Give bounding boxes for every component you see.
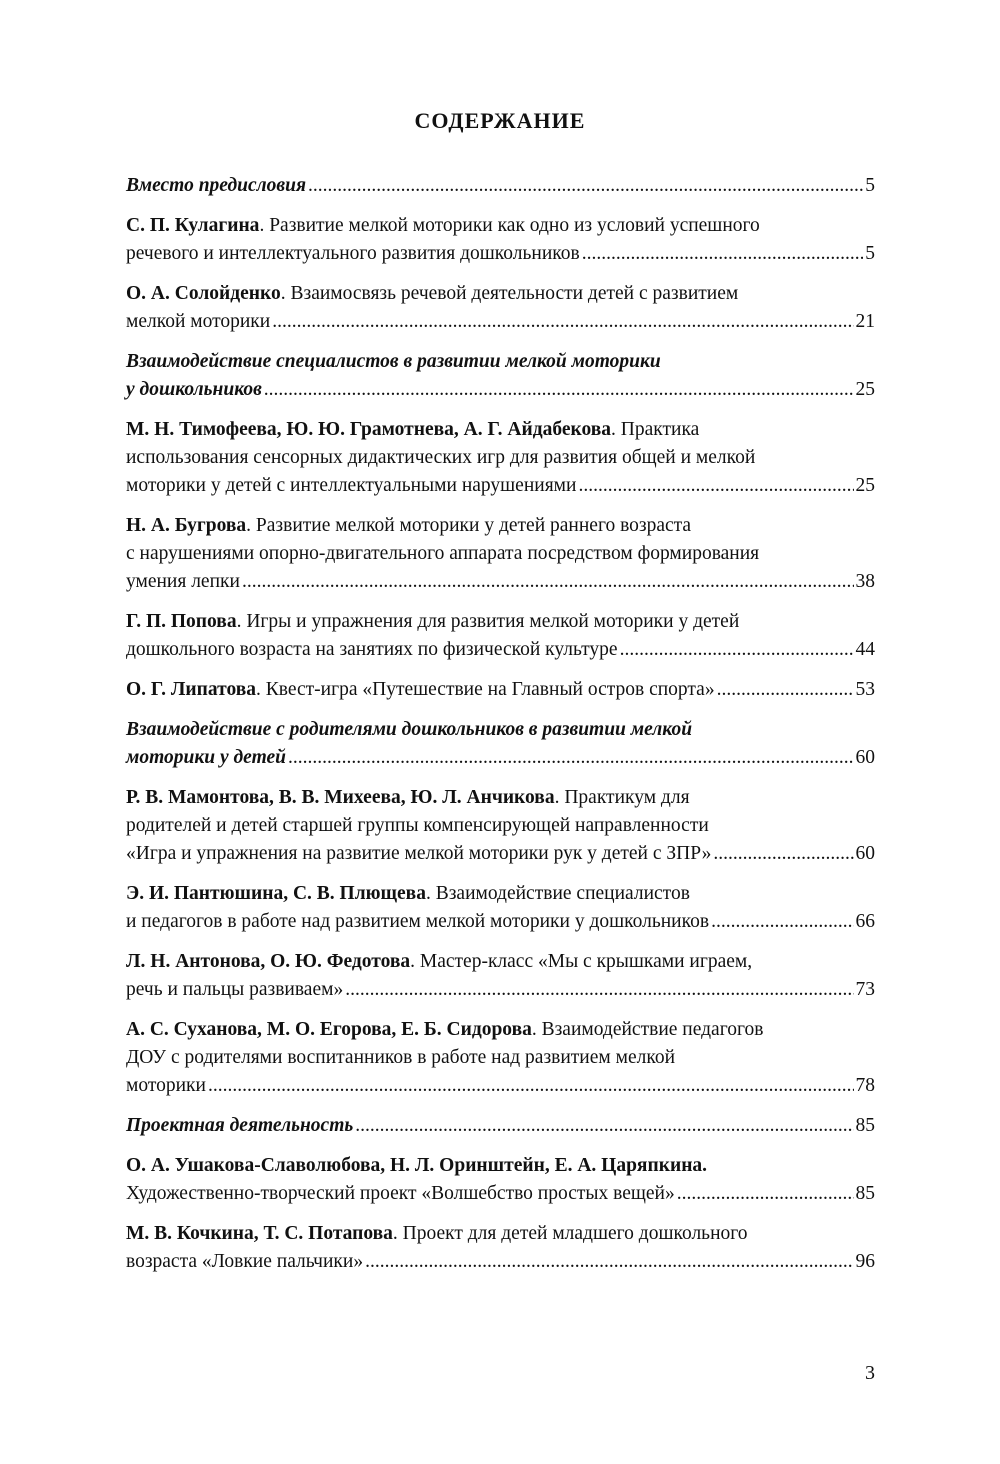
dot-leader [582,240,864,268]
entry-title-text: с нарушениями опорно-двигательного аппарата посредством формирования [126,543,760,564]
entry-title-text: . Развитие мелкой моторики как одно из условий успешного [259,215,760,236]
entry-last-line [126,976,875,1004]
entry-author: Н. А. Бугрова [126,515,247,536]
entry-last-line [126,1072,875,1100]
entry-author: Э. И. Пантюшина, С. В. Плющева [126,883,426,904]
entry-last-line [126,676,875,704]
entry-page-number: 85 [855,1115,875,1136]
entry-title-text: моторики [126,1075,206,1096]
entry-text [126,568,240,596]
toc-entry[interactable] [126,880,875,936]
entry-title-text: речь и пальцы развиваем» [126,979,344,1000]
page-title: СОДЕРЖАНИЕ [414,108,586,133]
entry-line [126,540,875,568]
entry-title-text: Художественно-творческий проект «Волшебство простых вещей» [126,1183,675,1204]
entry-line [126,880,875,908]
entry-title-text: . Практикум для [554,787,690,808]
entry-text [126,1112,353,1140]
dot-leader [711,908,853,936]
toc-entry[interactable] [126,1152,875,1208]
entry-last-line [126,240,875,268]
entry-author: моторики у детей [126,747,286,768]
toc-section-heading[interactable] [126,716,875,772]
entry-title-text: . Мастер-класс «Мы с крышками играем, [410,951,753,972]
toc-entry[interactable] [126,512,875,596]
page-number: 3 [865,1362,875,1384]
toc-section-heading[interactable] [126,348,875,404]
entry-title-text: умения лепки [126,571,240,592]
entry-text [126,744,286,772]
entry-author: М. Н. Тимофеева, Ю. Ю. Грамотнева, А. Г. Айдабекова [126,419,612,440]
entry-last-line [126,636,875,664]
entry-title-text: речевого и интеллектуального развития дошкольников [126,243,580,264]
entry-line [126,512,875,540]
entry-author: Взаимодействие специалистов в развитии мелкой моторики [126,351,661,372]
entry-title-text: . Взаимосвязь речевой деятельности детей с развитием [280,283,739,304]
entry-last-line [126,568,875,596]
entry-line [126,1016,875,1044]
entry-title-text: ДОУ с родителями воспитанников в работе над развитием мелкой [126,1047,676,1068]
entry-page-number: 78 [855,1075,875,1096]
dot-leader [717,676,854,704]
entry-last-line [126,1248,875,1276]
dot-leader [308,172,863,200]
dot-leader [272,308,853,336]
toc-section-heading[interactable] [126,1112,875,1140]
entry-title-text: . Квест-игра «Путешествие на Главный остров спорта» [256,679,715,700]
entry-author: М. В. Кочкина, Т. С. Потапова [126,1223,393,1244]
entry-line [126,444,875,472]
entry-author: Л. Н. Антонова, О. Ю. Федотова [126,951,411,972]
entry-page-number: 96 [855,1251,875,1272]
entry-title-text: моторики у детей с интеллектуальными нарушениями [126,475,577,496]
entry-author: О. Г. Липатова [126,679,256,700]
entry-text [126,1072,206,1100]
toc-entry[interactable] [126,280,875,336]
entry-last-line [126,1180,875,1208]
entry-title-text: . Игры и упражнения для развития мелкой моторики у детей [236,611,740,632]
entry-text [126,676,715,704]
toc-entry[interactable] [126,212,875,268]
entry-line [126,1220,875,1248]
entry-line [126,948,875,976]
entry-title-text: . Взаимодействие специалистов [425,883,690,904]
toc-entry[interactable] [126,948,875,1004]
toc-section-heading[interactable] [126,172,875,200]
entry-page-number: 25 [855,379,875,400]
entry-title-text: возраста «Ловкие пальчики» [126,1251,364,1272]
entry-page-number: 25 [855,475,875,496]
entry-last-line [126,744,875,772]
entry-page-number: 60 [855,843,875,864]
toc-entry[interactable] [126,1220,875,1276]
dot-leader [208,1072,854,1100]
entry-author: Проектная деятельность [126,1115,354,1136]
entry-line [126,280,875,308]
entry-last-line [126,1112,875,1140]
entry-author: Р. В. Мамонтова, В. В. Михеева, Ю. Л. Анчикова [126,787,555,808]
entry-last-line [126,908,875,936]
dot-leader [578,472,853,500]
toc-entry[interactable] [126,676,875,704]
entry-line [126,1044,875,1072]
dot-leader [355,1112,853,1140]
entry-title-text: использования сенсорных дидактических игр для развития общей и мелкой [126,447,756,468]
entry-page-number: 38 [855,571,875,592]
entry-text [126,976,343,1004]
entry-author: Взаимодействие с родителями дошкольников в развитии мелкой [126,719,693,740]
entry-text [126,240,580,268]
entry-line [126,1152,875,1180]
entry-title-text: . Взаимодействие педагогов [531,1019,764,1040]
entry-author: С. П. Кулагина [126,215,260,236]
entry-line [126,212,875,240]
entry-page-number: 5 [865,175,875,196]
dot-leader [288,744,854,772]
entry-text [126,308,270,336]
entry-title-text: . Развитие мелкой моторики у детей раннего возраста [246,515,692,536]
toc-entry[interactable] [126,608,875,664]
entry-text [126,908,709,936]
dot-leader [677,1180,854,1208]
entry-line [126,812,875,840]
entry-author: Вместо предисловия [126,175,306,196]
entry-author: О. А. Ушакова-Славолюбова, Н. Л. Оринштейн, Е. А. Царяпкина. [126,1155,708,1176]
toc-entry[interactable] [126,416,875,500]
entry-line [126,784,875,812]
dot-leader [242,568,854,596]
entry-author: Г. П. Попова [126,611,237,632]
entry-last-line [126,308,875,336]
entry-author: А. С. Суханова, М. О. Егорова, Е. Б. Сидорова [126,1019,532,1040]
dot-leader [620,636,854,664]
dot-leader [345,976,853,1004]
entry-text [126,172,306,200]
entry-text [126,1248,363,1276]
table-of-contents [126,172,875,1288]
entry-title-text: мелкой моторики [126,311,271,332]
entry-page-number: 66 [855,911,875,932]
entry-title-text: «Игра и упражнения на развитие мелкой моторики рук у детей с ЗПР» [126,843,712,864]
entry-last-line [126,840,875,868]
dot-leader [365,1248,853,1276]
entry-text [126,840,711,868]
toc-entry[interactable] [126,1016,875,1100]
entry-text [126,376,262,404]
dot-leader [264,376,854,404]
entry-line [126,416,875,444]
entry-page-number: 53 [855,679,875,700]
entry-line [126,348,875,376]
entry-page-number: 5 [865,243,875,264]
entry-page-number: 73 [855,979,875,1000]
entry-last-line [126,172,875,200]
toc-entry[interactable] [126,784,875,868]
entry-title-text: . Практика [611,419,700,440]
entry-last-line [126,472,875,500]
entry-title-text: родителей и детей старшей группы компенсирующей направленности [126,815,709,836]
dot-leader [713,840,853,868]
entry-line [126,716,875,744]
entry-line [126,608,875,636]
entry-text [126,636,618,664]
entry-title-text: . Проект для детей младшего дошкольного [392,1223,748,1244]
entry-page-number: 85 [855,1183,875,1204]
entry-text [126,1180,675,1208]
entry-text [126,472,576,500]
entry-title-text: дошкольного возраста на занятиях по физической культуре [126,639,618,660]
entry-page-number: 44 [855,639,875,660]
entry-page-number: 21 [855,311,875,332]
entry-last-line [126,376,875,404]
entry-page-number: 60 [855,747,875,768]
entry-author: у дошкольников [126,379,262,400]
entry-author: О. А. Солойденко [126,283,281,304]
entry-title-text: и педагогов в работе над развитием мелкой моторики у дошкольников [126,911,710,932]
